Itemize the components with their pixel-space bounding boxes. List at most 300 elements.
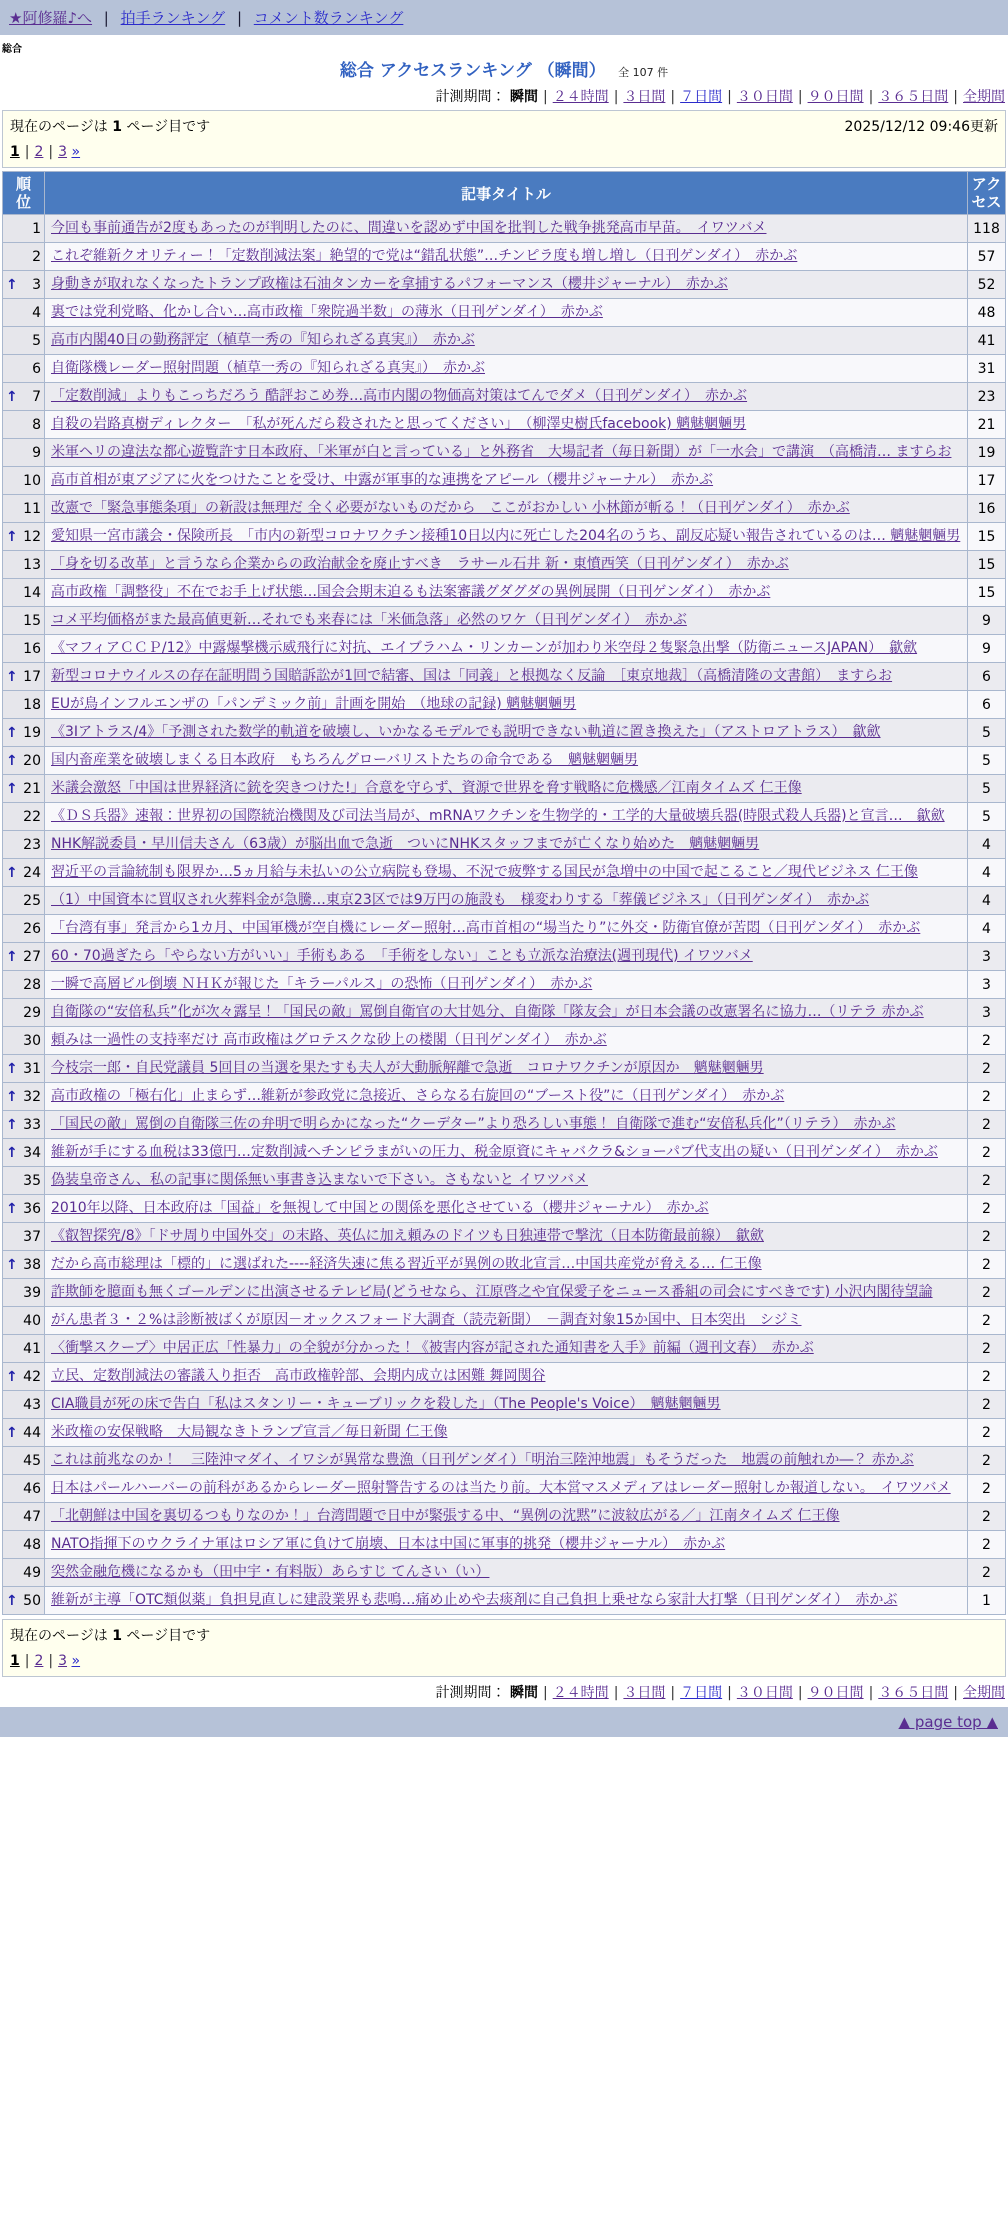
table-row <box>3 1055 1006 1083</box>
title-cell <box>45 1055 968 1083</box>
rank-cell <box>3 607 45 635</box>
article-link[interactable]: 新型コロナウイルスの存在証明問う国賠訴訟が1回で結審、国は「同義」と根拠なく反論 ［東京地裁］（高橋清隆の文書館） ますらお <box>51 668 893 684</box>
article-link[interactable]: 維新が手にする血税は33億円…定数削減へチンピラまがいの圧力、税金原資にキャバクラ&ショーパブ代支出の疑い（日刊ゲンダイ） 赤かぶ <box>51 1144 938 1160</box>
pagination-current-page[interactable]: 1 <box>10 1653 20 1669</box>
title-cell <box>45 495 968 523</box>
access-count: 16 <box>968 495 1006 523</box>
rank-number: 42 <box>23 1368 41 1385</box>
table-row <box>3 327 1006 355</box>
rank-cell <box>3 411 45 439</box>
article-link[interactable]: （1）中国資本に買収され火葬料金が急騰…東京23区では9万円の施設も 様変わりする「葬儀ビジネス」（日刊ゲンダイ） 赤かぶ <box>51 892 870 908</box>
period-link[interactable]: ９０日間 <box>807 89 864 105</box>
article-link[interactable]: 頼みは一過性の支持率だけ 高市政権はグロテスクな砂上の楼閣（日刊ゲンダイ） 赤かぶ <box>51 1032 607 1048</box>
rank-number: 37 <box>23 1228 41 1245</box>
access-count: 4 <box>968 915 1006 943</box>
article-link[interactable]: EUが鳥インフルエンザの「パンデミック前」計画を開始 （地球の記録) 魑魅魍魎男 <box>51 696 577 712</box>
table-row <box>3 1363 1006 1391</box>
article-link[interactable]: 身動きが取れなくなったトランプ政権は石油タンカーを拿捕するパフォーマンス（櫻井ジャーナル） 赤かぶ <box>51 276 728 292</box>
pagination-separator: | <box>48 144 54 160</box>
article-link[interactable]: これは前兆なのか！ 三陸沖マダイ、イワシが異常な豊漁（日刊ゲンダイ）「明治三陸沖地震」もそうだった 地震の前触れか―？ 赤かぶ <box>51 1452 914 1468</box>
table-row <box>3 579 1006 607</box>
category-label: 総合 <box>2 44 22 55</box>
title-cell <box>45 747 968 775</box>
access-count: 15 <box>968 579 1006 607</box>
period-link[interactable]: 全期間 <box>963 89 1005 105</box>
rank-cell <box>3 299 45 327</box>
table-row <box>3 271 1006 299</box>
article-link[interactable]: 「台湾有事」発言から1カ月、中国軍機が空自機にレーダー照射…高市首相の“場当たり”に外交・防衛官僚が苦悶（日刊ゲンダイ） 赤かぶ <box>51 920 921 936</box>
rank-number: 20 <box>23 752 41 769</box>
rank-up-icon: ↑ <box>6 528 18 545</box>
rank-cell <box>3 1307 45 1335</box>
access-count: 3 <box>968 971 1006 999</box>
title-cell <box>45 1531 968 1559</box>
nav-separator: | <box>99 9 114 27</box>
pagination-page-link[interactable]: 3 <box>58 144 68 160</box>
table-row <box>3 1195 1006 1223</box>
article-link[interactable]: 日本はパールハーバーの前科があるからレーダー照射警告するのは当たり前。大本営マスメディアはレーダー照射しか報道しない。 イワツバメ <box>51 1480 951 1496</box>
rank-cell <box>3 1111 45 1139</box>
period-link[interactable]: ２４時間 <box>552 89 609 105</box>
rank-cell <box>3 971 45 999</box>
access-count: 2 <box>968 1419 1006 1447</box>
table-row <box>3 1391 1006 1419</box>
access-count: 2 <box>968 1055 1006 1083</box>
rank-number: 46 <box>23 1480 41 1497</box>
article-link[interactable]: 突然金融危機になるかも（田中宇・有料版）あらすじ てんさい（い） <box>51 1564 490 1580</box>
article-link[interactable]: がん患者３・２%は診断被ばくが原因－オックスフォード大調査（読売新聞） －調査対象15か国中、日本突出 シジミ <box>51 1312 802 1328</box>
period-link[interactable]: ３０日間 <box>736 89 793 105</box>
period-link[interactable]: ７日間 <box>680 89 723 105</box>
rank-number: 30 <box>23 1032 41 1049</box>
title-cell <box>45 803 968 831</box>
rank-cell <box>3 1083 45 1111</box>
article-link[interactable]: NHK解説委員・早川信夫さん（63歳）が脳出血で急逝 ついにNHKスタッフまでが亡くなり始めた 魑魅魍魎男 <box>51 836 760 852</box>
article-link[interactable]: 《マフィアＣＣＰ/12》中露爆撃機示威飛行に対抗、エイブラハム・リンカーンが加わり米空母２隻緊急出撃（防衛ニュースJAPAN） 歙歛 <box>51 640 918 656</box>
page-title-line <box>0 56 1008 81</box>
table-row <box>3 999 1006 1027</box>
title-cell <box>45 691 968 719</box>
article-link[interactable]: 60・70過ぎたら「やらない方がいい」手術もある 「手術をしない」ことも立派な治療法(週刊現代) イワツバメ <box>51 948 753 964</box>
total-count: 全 107 件 <box>618 66 669 79</box>
article-link[interactable]: 自衛隊機レーダー照射問題（植草一秀の『知られざる真実』） 赤かぶ <box>51 360 485 376</box>
title-cell <box>45 467 968 495</box>
article-link[interactable]: 〈衝撃スクープ〉中居正広「性暴力」の全貌が分かった！《被害内容が記された通知書を入手》前編（週刊文春） 赤かぶ <box>51 1340 814 1356</box>
article-link[interactable]: 一瞬で高層ビル倒壊 ＮＨＫが報じた「キラーパルス」の恐怖（日刊ゲンダイ） 赤かぶ <box>51 976 593 992</box>
article-link[interactable]: だから高市総理は「標的」に選ばれた----経済失速に焦る習近平が異例の敗北宣言…中国共産党が脅える… 仁王像 <box>51 1256 762 1272</box>
table-row <box>3 1419 1006 1447</box>
rank-cell <box>3 1195 45 1223</box>
rank-cell <box>3 243 45 271</box>
access-count: 118 <box>968 215 1006 243</box>
rank-number: 40 <box>23 1312 41 1329</box>
period-separator: | <box>868 89 874 105</box>
title-cell <box>45 943 968 971</box>
rank-number: 27 <box>23 948 41 965</box>
top-nav-link[interactable]: ★阿修羅♪へ <box>9 9 93 27</box>
table-row <box>3 971 1006 999</box>
rank-number: 47 <box>23 1508 41 1525</box>
article-link[interactable]: 《叡智探究/8》「ドサ周り中国外交」の末路、英仏に加え頼みのドイツも日独連帯で撃沈（日本防衛最前線） 歙歛 <box>51 1228 764 1244</box>
rank-number: 39 <box>23 1284 41 1301</box>
table-row <box>3 1475 1006 1503</box>
rank-number: 9 <box>32 444 41 461</box>
rank-cell <box>3 803 45 831</box>
table-row <box>3 1587 1006 1615</box>
period-link[interactable]: ３日間 <box>623 89 666 105</box>
title-cell <box>45 635 968 663</box>
title-cell <box>45 1335 968 1363</box>
period-label: 計測期間： <box>435 89 510 105</box>
article-link[interactable]: 愛知県一宮市議会・保険所長 「市内の新型コロナワクチン接種10日以内に死亡した204名のうち、副反応疑い報告されているのは… 魑魅魍魎男 <box>51 528 961 544</box>
rank-up-icon: ↑ <box>6 668 18 685</box>
rank-cell <box>3 1531 45 1559</box>
title-cell <box>45 831 968 859</box>
title-cell <box>45 1251 968 1279</box>
period-link[interactable]: ３０日間 <box>736 1685 793 1701</box>
rank-number: 18 <box>23 696 41 713</box>
access-count: 2 <box>968 1223 1006 1251</box>
rank-number: 43 <box>23 1396 41 1413</box>
access-count: 2 <box>968 1503 1006 1531</box>
pagination-page-link[interactable]: 2 <box>34 1653 44 1669</box>
rank-number: 11 <box>23 500 41 517</box>
rank-cell <box>3 1139 45 1167</box>
period-separator: | <box>868 1685 874 1701</box>
access-count: 52 <box>968 271 1006 299</box>
pagination-page-link[interactable]: 2 <box>34 144 44 160</box>
rank-number: 19 <box>23 724 41 741</box>
title-cell <box>45 887 968 915</box>
access-count: 15 <box>968 551 1006 579</box>
rank-cell <box>3 551 45 579</box>
rank-up-icon: ↑ <box>6 276 18 293</box>
table-row <box>3 635 1006 663</box>
title-cell <box>45 663 968 691</box>
access-count: 2 <box>968 1083 1006 1111</box>
rank-cell <box>3 327 45 355</box>
column-header-title: 記事タイトル <box>45 172 968 215</box>
title-cell <box>45 1307 968 1335</box>
article-link[interactable]: 高市首相が東アジアに火をつけたことを受け、中露が軍事的な連携をアピール（櫻井ジャーナル） 赤かぶ <box>51 472 714 488</box>
rank-up-icon: ↑ <box>6 724 18 741</box>
rank-number: 8 <box>32 416 41 433</box>
rank-cell <box>3 1055 45 1083</box>
title-cell <box>45 579 968 607</box>
article-link[interactable]: 詐欺師を臆面も無くゴールデンに出演させるテレビ局(どうせなら、江原啓之や宜保愛子をニュース番組の司会にすべきです) 小沢内閣待望論 <box>51 1284 933 1300</box>
article-link[interactable]: コメ平均価格がまた最高値更新…それでも来春には「米価急落」必然のワケ（日刊ゲンダイ） 赤かぶ <box>51 612 687 628</box>
period-link[interactable]: ７日間 <box>680 1685 723 1701</box>
pagination-next-link[interactable]: » <box>71 1653 81 1669</box>
rank-up-icon: ↑ <box>6 1144 18 1161</box>
page-top-link[interactable]: ▲ page top ▲ <box>898 1713 998 1731</box>
rank-up-icon: ↑ <box>6 780 18 797</box>
article-link[interactable]: 2010年以降、日本政府は「国益」を無視して中国との関係を悪化させている（櫻井ジャーナル） 赤かぶ <box>51 1200 709 1216</box>
access-count: 2 <box>968 1251 1006 1279</box>
rank-cell <box>3 1391 45 1419</box>
access-count: 5 <box>968 775 1006 803</box>
top-nav-link[interactable]: 拍手ランキング <box>120 9 226 27</box>
table-row <box>3 1027 1006 1055</box>
rank-cell <box>3 1587 45 1615</box>
current-page-text: 現在のページは 1 ページ目です <box>10 1628 211 1644</box>
title-cell <box>45 439 968 467</box>
rank-number: 3 <box>32 276 41 293</box>
period-separator: | <box>953 89 958 105</box>
article-link[interactable]: 国内畜産業を破壊しまくる日本政府 もちろんグローバリストたちの命令である 魑魅魍魎男 <box>51 752 639 768</box>
rank-number: 35 <box>23 1172 41 1189</box>
table-row <box>3 1279 1006 1307</box>
rank-number: 34 <box>23 1144 41 1161</box>
table-row <box>3 215 1006 243</box>
table-row <box>3 411 1006 439</box>
article-link[interactable]: 偽装皇帝さん、私の記事に関係無い事書き込まないで下さい。さもないと イワツバメ <box>51 1172 589 1188</box>
title-cell <box>45 299 968 327</box>
period-link[interactable]: 全期間 <box>963 1685 1005 1701</box>
rank-cell <box>3 887 45 915</box>
rank-up-icon: ↑ <box>6 1256 18 1273</box>
rank-up-icon: ↑ <box>6 1088 18 1105</box>
period-separator: | <box>727 1685 732 1701</box>
table-row <box>3 719 1006 747</box>
rank-number: 44 <box>23 1424 41 1441</box>
table-row <box>3 859 1006 887</box>
article-link[interactable]: 「北朝鮮は中国を裏切るつもりなのか！」台湾問題で日中が緊張する中、“異例の沈黙”に波紋広がる／」江南タイムズ 仁王像 <box>51 1508 840 1524</box>
rank-number: 4 <box>32 304 41 321</box>
pagination-next-link[interactable]: » <box>71 144 81 160</box>
access-count: 9 <box>968 635 1006 663</box>
rank-cell <box>3 1279 45 1307</box>
rank-number: 48 <box>23 1536 41 1553</box>
title-cell <box>45 1279 968 1307</box>
title-cell <box>45 1587 968 1615</box>
access-count: 3 <box>968 999 1006 1027</box>
pagination-separator: | <box>24 1653 30 1669</box>
rank-cell <box>3 579 45 607</box>
table-row <box>3 1139 1006 1167</box>
rank-cell <box>3 1475 45 1503</box>
rank-cell <box>3 1223 45 1251</box>
table-row <box>3 495 1006 523</box>
period-separator: | <box>670 89 676 105</box>
rank-number: 26 <box>23 920 41 937</box>
access-count: 5 <box>968 747 1006 775</box>
period-separator: | <box>613 89 619 105</box>
rank-cell <box>3 271 45 299</box>
rank-number: 7 <box>32 388 41 405</box>
pagination-top <box>10 144 998 160</box>
access-count: 31 <box>968 355 1006 383</box>
title-cell <box>45 523 968 551</box>
article-link[interactable]: 今回も事前通告が2度もあったのが判明したのに、間違いを認めず中国を批判した戦争挑発高市早苗。 イワツバメ <box>51 220 767 236</box>
rank-number: 24 <box>23 864 41 881</box>
table-row <box>3 1251 1006 1279</box>
rank-number: 36 <box>23 1200 41 1217</box>
article-link[interactable]: 改憲で「緊急事態条項」の新設は無理だ 全く必要がないものだから ここがおかしい 小林節が斬る！（日刊ゲンダイ） 赤かぶ <box>51 500 850 516</box>
article-link[interactable]: 高市政権「調整役」不在でお手上げ状態…国会会期末迫るも法案審議グダグダの異例展開（日刊ゲンダイ） 赤かぶ <box>51 584 771 600</box>
access-count: 2 <box>968 1027 1006 1055</box>
nav-separator: | <box>232 9 247 27</box>
title-cell <box>45 1083 968 1111</box>
table-row <box>3 1167 1006 1195</box>
rank-number: 6 <box>32 360 41 377</box>
period-separator: | <box>797 89 803 105</box>
period-selector-top <box>0 86 1005 106</box>
rank-number: 31 <box>23 1060 41 1077</box>
period-separator: | <box>797 1685 803 1701</box>
current-page-number: 1 <box>112 1628 122 1644</box>
title-cell <box>45 915 968 943</box>
rank-up-icon: ↑ <box>6 948 18 965</box>
rank-number: 17 <box>23 668 41 685</box>
title-cell <box>45 1195 968 1223</box>
period-link[interactable]: ２４時間 <box>552 1685 609 1701</box>
title-cell <box>45 1027 968 1055</box>
rank-cell <box>3 943 45 971</box>
title-cell <box>45 1447 968 1475</box>
pagination-separator: | <box>24 144 30 160</box>
article-link[interactable]: 米議会激怒「中国は世界経済に銃を突きつけた!」合意を守らず、資源で世界を脅す戦略に危機感／江南タイムズ 仁王像 <box>51 780 802 796</box>
ranking-table-body <box>3 215 1006 1615</box>
article-link[interactable]: 《ＤＳ兵器》速報：世界初の国際統治機関及び司法当局が、mRNAワクチンを生物学的・工学的大量破壊兵器(時限式殺人兵器)と宣言… 歙歛 <box>51 808 945 824</box>
table-row <box>3 1307 1006 1335</box>
access-count: 2 <box>968 1447 1006 1475</box>
rank-number: 1 <box>32 220 41 237</box>
rank-cell <box>3 1363 45 1391</box>
period-separator: | <box>613 1685 619 1701</box>
period-link[interactable]: ３日間 <box>623 1685 666 1701</box>
access-count: 5 <box>968 719 1006 747</box>
pagination-bottom <box>10 1653 998 1669</box>
access-count: 15 <box>968 523 1006 551</box>
access-count: 3 <box>968 943 1006 971</box>
period-link[interactable]: ９０日間 <box>807 1685 864 1701</box>
current-page-number: 1 <box>112 119 122 135</box>
period-link[interactable]: ３６５日間 <box>878 1685 949 1701</box>
rank-up-icon: ↑ <box>6 1116 18 1133</box>
rank-number: 25 <box>23 892 41 909</box>
article-link[interactable]: 維新が主導「OTC類似薬」負担見直しに建設業界も悲鳴…痛め止めや去痰剤に自己負担上乗せなら家計大打撃（日刊ゲンダイ） 赤かぶ <box>51 1592 898 1608</box>
article-link[interactable]: 立民、定数削減法の審議入り拒否 高市政権幹部、会期内成立は困難 舞岡関谷 <box>51 1368 546 1384</box>
article-link[interactable]: 「定数削減」よりもこっちだろう 酷評おこめ券…高市内閣の物価高対策はてんでダメ（日刊ゲンダイ） 赤かぶ <box>51 388 748 404</box>
rank-cell <box>3 1559 45 1587</box>
updated-timestamp: 2025/12/12 09:46更新 <box>844 119 998 135</box>
pagination-current-page[interactable]: 1 <box>10 144 20 160</box>
rank-number: 38 <box>23 1256 41 1273</box>
access-count: 23 <box>968 383 1006 411</box>
access-count: 2 <box>968 1335 1006 1363</box>
title-cell <box>45 243 968 271</box>
table-row <box>3 607 1006 635</box>
top-nav-link[interactable]: コメント数ランキング <box>253 9 404 27</box>
article-link[interactable]: 今枝宗一郎・自民党議員 5回目の当選を果たすも夫人が大動脈解離で急逝 コロナワクチンが原因か 魑魅魍魎男 <box>51 1060 764 1076</box>
period-link[interactable]: ３６５日間 <box>878 89 949 105</box>
table-row <box>3 551 1006 579</box>
rank-number: 45 <box>23 1452 41 1469</box>
article-link[interactable]: 「身を切る改革」と言うなら企業からの政治献金を廃止すべき ラサール石井 新・東憤西笑（日刊ゲンダイ） 赤かぶ <box>51 556 789 572</box>
article-link[interactable]: 米政権の安保戦略 大局観なきトランプ宣言／毎日新聞 仁王像 <box>51 1424 448 1440</box>
rank-number: 5 <box>32 332 41 349</box>
title-cell <box>45 1223 968 1251</box>
article-link[interactable]: CIA職員が死の床で告白「私はスタンリー・キューブリックを殺した」（The People's Voice） 魑魅魍魎男 <box>51 1396 721 1412</box>
access-count: 2 <box>968 1391 1006 1419</box>
rank-number: 33 <box>23 1116 41 1133</box>
article-link[interactable]: これぞ維新クオリティー！「定数削減法案」絶望的で党は“錯乱状態”…チンピラ度も増し増し（日刊ゲンダイ） 赤かぶ <box>51 248 798 264</box>
pagination-page-link[interactable]: 3 <box>58 1653 68 1669</box>
article-link[interactable]: NATO指揮下のウクライナ軍はロシア軍に負けて崩壊、日本は中国に軍事的挑発（櫻井ジャーナル） 赤かぶ <box>51 1536 726 1552</box>
period-current: 瞬間 <box>509 89 538 105</box>
article-link[interactable]: 自殺の岩路真樹ディレクター 「私が死んだら殺されたと思ってください」 （柳澤史樹氏facebook) 魑魅魍魎男 <box>51 416 747 432</box>
rank-cell <box>3 1251 45 1279</box>
table-row <box>3 1111 1006 1139</box>
rank-cell <box>3 215 45 243</box>
access-count: 1 <box>968 1587 1006 1615</box>
access-count: 2 <box>968 1111 1006 1139</box>
article-link[interactable]: 高市内閣40日の勤務評定（植草一秀の『知られざる真実』） 赤かぶ <box>51 332 475 348</box>
rank-cell <box>3 1027 45 1055</box>
access-count: 2 <box>968 1475 1006 1503</box>
page-info-box-top <box>2 110 1006 168</box>
article-link[interactable]: 《3Iアトラス/4》「予測された数学的軌道を破壊し、いかなるモデルでも説明できない軌道に置き換えた」（アストロアトラス） 歙歛 <box>51 724 881 740</box>
title-cell <box>45 1475 968 1503</box>
rank-up-icon: ↑ <box>6 1060 18 1077</box>
rank-cell <box>3 1503 45 1531</box>
table-row <box>3 355 1006 383</box>
rank-cell <box>3 747 45 775</box>
article-link[interactable]: 「国民の敵」罵倒の自衛隊三佐の弁明で明らかになった“クーデター”より恐ろしい事態！ 自衛隊で進む“安倍私兵化”（リテラ） 赤かぶ <box>51 1116 896 1132</box>
access-count: 6 <box>968 691 1006 719</box>
title-cell <box>45 1419 968 1447</box>
rank-cell <box>3 439 45 467</box>
table-row <box>3 1559 1006 1587</box>
article-link[interactable]: 習近平の言論統制も限界か…5ヵ月給与未払いの公立病院も登場、不況で疲弊する国民が急増中の中国で起こること／現代ビジネス 仁王像 <box>51 864 918 880</box>
rank-number: 28 <box>23 976 41 993</box>
access-count: 17 <box>968 467 1006 495</box>
rank-number: 22 <box>23 808 41 825</box>
table-row <box>3 383 1006 411</box>
rank-number: 21 <box>23 780 41 797</box>
period-separator: | <box>953 1685 958 1701</box>
table-row <box>3 299 1006 327</box>
period-selector-bottom <box>0 1682 1005 1702</box>
title-cell <box>45 607 968 635</box>
article-link[interactable]: 裏では党利党略、化かし合い…高市政権「衆院過半数」の薄氷（日刊ゲンダイ） 赤かぶ <box>51 304 603 320</box>
article-link[interactable]: 米軍ヘリの違法な都心遊覧許す日本政府、「米軍が白と言っている」と外務省 大場記者（毎日新聞）が「一水会」で講演 （高橋清… ますらお <box>51 444 952 460</box>
article-link[interactable]: 自衛隊の“安倍私兵”化が次々露呈！「国民の敵」罵倒自衛官の大甘処分、自衛隊「隊友会」が日本会議の改憲署名に協力…（リテラ 赤かぶ <box>51 1004 924 1020</box>
table-row <box>3 439 1006 467</box>
page-title: 総合 アクセスランキング （瞬間） <box>339 61 606 81</box>
title-cell <box>45 775 968 803</box>
period-separator: | <box>727 89 732 105</box>
table-row <box>3 831 1006 859</box>
rank-number: 32 <box>23 1088 41 1105</box>
rank-number: 29 <box>23 1004 41 1021</box>
rank-up-icon: ↑ <box>6 864 18 881</box>
column-header-rank: 順位 <box>3 172 45 215</box>
rank-cell <box>3 355 45 383</box>
article-link[interactable]: 高市政権の「極右化」止まらず…維新が参政党に急接近、さらなる右旋回の“ブースト役”に（日刊ゲンダイ） 赤かぶ <box>51 1088 785 1104</box>
access-count: 4 <box>968 831 1006 859</box>
rank-cell <box>3 467 45 495</box>
top-nav-bar <box>0 0 1008 35</box>
title-cell <box>45 271 968 299</box>
table-row <box>3 1335 1006 1363</box>
title-cell <box>45 383 968 411</box>
rank-number: 10 <box>23 472 41 489</box>
period-separator: | <box>670 1685 676 1701</box>
rank-number: 23 <box>23 836 41 853</box>
rank-number: 41 <box>23 1340 41 1357</box>
